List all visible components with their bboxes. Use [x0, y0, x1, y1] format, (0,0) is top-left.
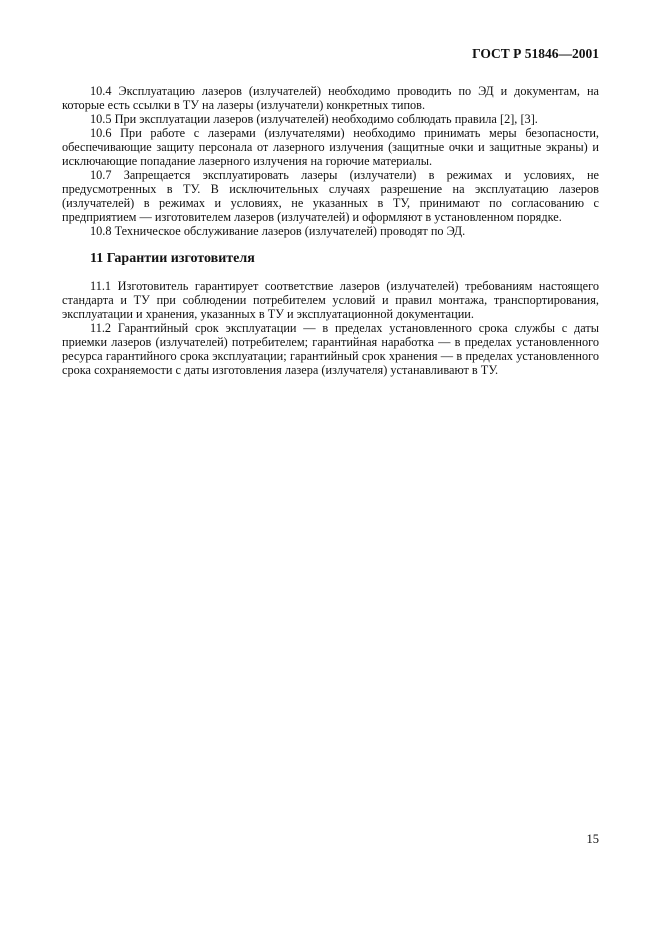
paragraph-10-8: 10.8 Техническое обслуживание лазеров (излучателей) проводят по ЭД.	[90, 224, 466, 238]
paragraph-10-5: 10.5 При эксплуатации лазеров (излучателей) необходимо соблюдать правила [2], [3].	[90, 112, 538, 126]
paragraph-11-1: 11.1 Изготовитель гарантирует соответствие лазеров (излучателей) требованиям настоящего стандарта и ТУ при соблюдении потребителем условий и правил монтажа, транспортирования, эксплуатации и хранения, указанных в ТУ и эксплуатационной документации.	[62, 279, 599, 321]
paragraph-11-2: 11.2 Гарантийный срок эксплуатации — в пределах установленного срока службы с даты приемки лазеров (излучателей) потребителем; гарантийная наработка — в пределах установленного ресурса гарантийного срока эксплуатации; гарантийный срок хранения — в пределах установленного срока сохраняемости с даты изготовления лазера (излучателя) устанавливают в ТУ.	[62, 321, 599, 377]
page-number: 15	[586, 832, 599, 846]
standard-code: ГОСТ Р 51846—2001	[472, 46, 599, 61]
section-11-heading: 11 Гарантии изготовителя	[90, 251, 255, 266]
paragraph-10-6: 10.6 При работе с лазерами (излучателями) необходимо принимать меры безопасности, обеспечивающие защиту персонала от лазерного излучения (защитные очки и защитные экраны) и исключающие попадание лазерного излучения на горючие материалы.	[62, 126, 599, 168]
document-body	[62, 84, 599, 377]
paragraph-10-7: 10.7 Запрещается эксплуатировать лазеры (излучатели) в режимах и условиях, не предусмотренных в ТУ. В исключительных случаях разрешение на эксплуатацию лазеров (излучателей) в режимах и условиях, не указанных в ТУ, принимают по согласованию с предприятием — изготовителем лазеров (излучателей) и оформляют в установленном порядке.	[62, 168, 599, 224]
paragraph-10-4: 10.4 Эксплуатацию лазеров (излучателей) необходимо проводить по ЭД и документам, на которые есть ссылки в ТУ на лазеры (излучатели) конкретных типов.	[62, 84, 599, 112]
